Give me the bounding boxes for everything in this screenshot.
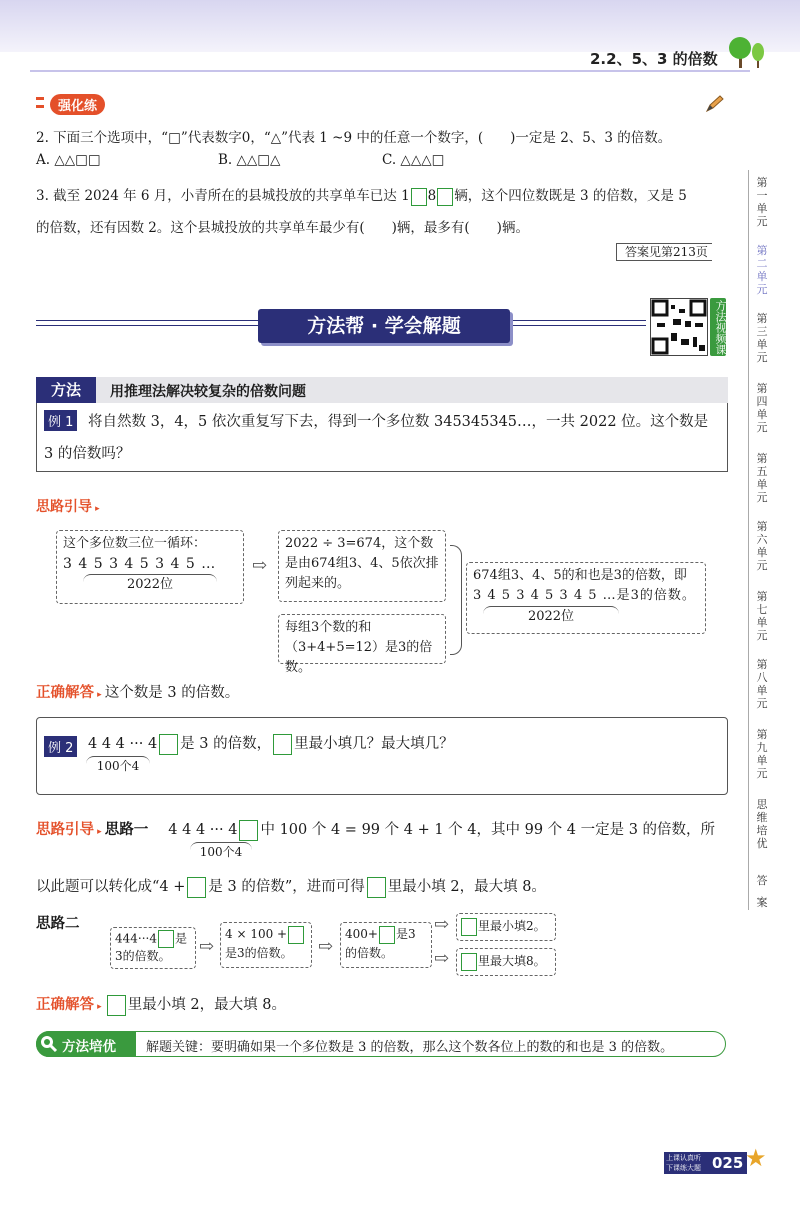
idea2-label: 思路二 xyxy=(36,916,80,932)
arrow-icon: ⇨ xyxy=(434,948,450,969)
answer-label: 正确解答 xyxy=(36,685,94,701)
answer-box[interactable] xyxy=(461,953,477,971)
example2-tag: 例 2 xyxy=(44,736,77,757)
header-band xyxy=(0,0,800,52)
idea1-number: 4 4 4 ··· 4 xyxy=(168,822,238,838)
header-rule xyxy=(30,70,750,72)
answer-box[interactable] xyxy=(437,188,453,206)
tip-text: 解题关键：要明确如果一个多位数是 3 的倍数，那么这个数各位上的数的和也是 3 的倍数。 xyxy=(146,1040,674,1055)
page-number: 025 xyxy=(708,1152,747,1174)
q2-option-c: C. △△△□ xyxy=(382,152,445,168)
side-tab-unit3[interactable]: 第三单元 xyxy=(756,312,768,364)
side-tab-unit8[interactable]: 第八单元 xyxy=(756,658,768,710)
question-2: 2. 下面三个选项中，“□”代表数字0，“△”代表 1 ~9 中的任意一个数字，( )一定是 2、5、3 的倍数。 xyxy=(36,130,672,146)
method-title: 用推理法解决较复杂的倍数问题 xyxy=(110,384,306,400)
hint-box-4-seq: 3 4 5 3 4 5 3 4 5 …是3的倍数。 xyxy=(473,588,696,603)
arrow-icon: ⇨ xyxy=(252,555,268,576)
side-tab-unit5[interactable]: 第五单元 xyxy=(756,452,768,504)
flow-box-4b: 里最大填8。 xyxy=(456,948,556,976)
flow-box-3: 400+ 是3 的倍数。 xyxy=(340,922,432,968)
answer-box[interactable] xyxy=(273,734,292,755)
page-title: 2.2、5、3 的倍数 xyxy=(590,50,718,68)
section-banner: 方法帮 · 学会解题 xyxy=(258,309,510,343)
arrow-icon: ⇨ xyxy=(318,936,334,957)
side-tab-thinking[interactable]: 思维培优 xyxy=(756,798,768,850)
star-icon: ★ xyxy=(745,1144,767,1172)
repeat-count: 100个4 xyxy=(86,756,150,774)
answer-box[interactable] xyxy=(239,820,258,841)
practice-tag xyxy=(36,94,116,116)
magnifier-icon xyxy=(40,1035,58,1057)
hint-label-2: 思路引导 xyxy=(36,822,94,838)
method-tag: 方法 xyxy=(36,377,96,403)
answer-box[interactable] xyxy=(158,930,174,948)
answer-box[interactable] xyxy=(159,734,178,755)
practice-tag-label: 强化练 xyxy=(50,94,105,115)
side-tab-unit2[interactable]: 第二单元 xyxy=(756,244,768,296)
question-3-line1 xyxy=(36,184,687,206)
hint-box-1-seq: 3 4 5 3 4 5 3 4 5 … xyxy=(63,556,217,572)
side-tab-unit9[interactable]: 第九单元 xyxy=(756,728,768,780)
q3-text-a: 3. 截至 2024 年 6 月，小青所在的县城投放的共享单车已达 1 xyxy=(36,188,410,204)
flow-box-4a: 里最小填2。 xyxy=(456,913,556,941)
hint-box-1-count: 2022位 xyxy=(83,574,217,595)
question-3-line2: 的倍数，还有因数 2。这个县城投放的共享单车最少有( )辆，最多有( )辆。 xyxy=(36,220,529,236)
answer-box[interactable] xyxy=(367,877,386,898)
example2-question: 4 4 4 ··· 4 是 3 的倍数， 里最小填几？最大填几？ xyxy=(88,732,454,755)
idea1-line2: 以此题可以转化成“4 + 是 3 的倍数”，进而可得 里最小填 2，最大填 8。 xyxy=(36,875,546,898)
example1-answer: 正确解答 ▸ 这个数是 3 的倍数。 xyxy=(36,685,240,701)
side-tab-unit6[interactable]: 第六单元 xyxy=(756,520,768,572)
arrow-icon: ⇨ xyxy=(199,936,215,957)
bracket xyxy=(450,545,462,655)
answer-text: 这个数是 3 的倍数。 xyxy=(104,685,240,701)
example1-line1: 将自然数 3，4，5 依次重复写下去，得到一个多位数 345345345…，一共 2022 位。这个数是 xyxy=(88,414,709,430)
arrow-icon: ⇨ xyxy=(434,914,450,935)
side-tab-answers[interactable]: 答案 xyxy=(756,874,768,909)
answer-box[interactable] xyxy=(411,188,427,206)
hint-box-1 xyxy=(56,530,244,604)
tip-label: 方法培优 xyxy=(62,1039,116,1055)
side-tab-unit1[interactable]: 第一单元 xyxy=(756,176,768,228)
idea1-count: 100个4 xyxy=(190,842,252,860)
answer-box[interactable] xyxy=(379,926,395,944)
hint-box-4-text: 674组3、4、5的和也是3的倍数，即 xyxy=(473,568,687,583)
q3-text-b: 8 xyxy=(427,188,437,204)
repeat-number: 4 4 4 ··· 4 xyxy=(88,736,158,752)
hint-box-4-count: 2022位 xyxy=(483,606,619,627)
flow-box-2: 4 × 100 + 是3的倍数。 xyxy=(220,922,312,968)
side-tab-unit4[interactable]: 第四单元 xyxy=(756,382,768,434)
idea1-label: 思路一 xyxy=(104,822,149,838)
answer-reference: 答案见第213页 xyxy=(616,243,712,261)
pencil-icon xyxy=(704,94,726,118)
tree-icon xyxy=(722,34,766,70)
example1-line2: 3 的倍数吗？ xyxy=(44,446,131,462)
answer-box[interactable] xyxy=(107,995,126,1016)
footer-slogan: 上课认真听 下课练大题 xyxy=(664,1152,708,1174)
answer-label-2: 正确解答 xyxy=(36,997,94,1013)
side-rail xyxy=(748,170,749,910)
q2-option-b: B. △△□△ xyxy=(218,152,281,168)
hint-box-2: 2022 ÷ 3=674，这个数是由674组3、4、5依次排列起来的。 xyxy=(278,530,446,602)
hint-box-4 xyxy=(466,562,706,634)
q3-text-c: 辆，这个四位数既是 3 的倍数，又是 5 xyxy=(454,188,687,204)
hint-box-1-text: 这个多位数三位一循环： xyxy=(63,536,207,551)
side-tab-unit7[interactable]: 第七单元 xyxy=(756,590,768,642)
example2-answer: 正确解答 ▸ 里最小填 2，最大填 8。 xyxy=(36,993,286,1016)
example1-tag: 例 1 xyxy=(44,410,77,431)
q2-option-a: A. △△□□ xyxy=(36,152,101,168)
flow-box-1: 444···4 是 3的倍数。 xyxy=(110,927,196,969)
answer-box[interactable] xyxy=(288,926,304,944)
qr-code[interactable] xyxy=(650,298,708,356)
hint-label: 思路引导 ▸ xyxy=(36,499,100,515)
answer-box[interactable] xyxy=(187,877,206,898)
idea1-row: 思路引导 ▸ 思路一 4 4 4 ··· 4 中 100 个 4 = 99 个 4 + 1 个 4，其中 99 个 4 一定是 3 的倍数，所 xyxy=(36,818,715,841)
answer-box[interactable] xyxy=(461,918,477,936)
qr-label: 方法视频课 xyxy=(710,298,726,356)
hint-box-3: 每组3个数的和（3+4+5=12）是3的倍数。 xyxy=(278,614,446,664)
